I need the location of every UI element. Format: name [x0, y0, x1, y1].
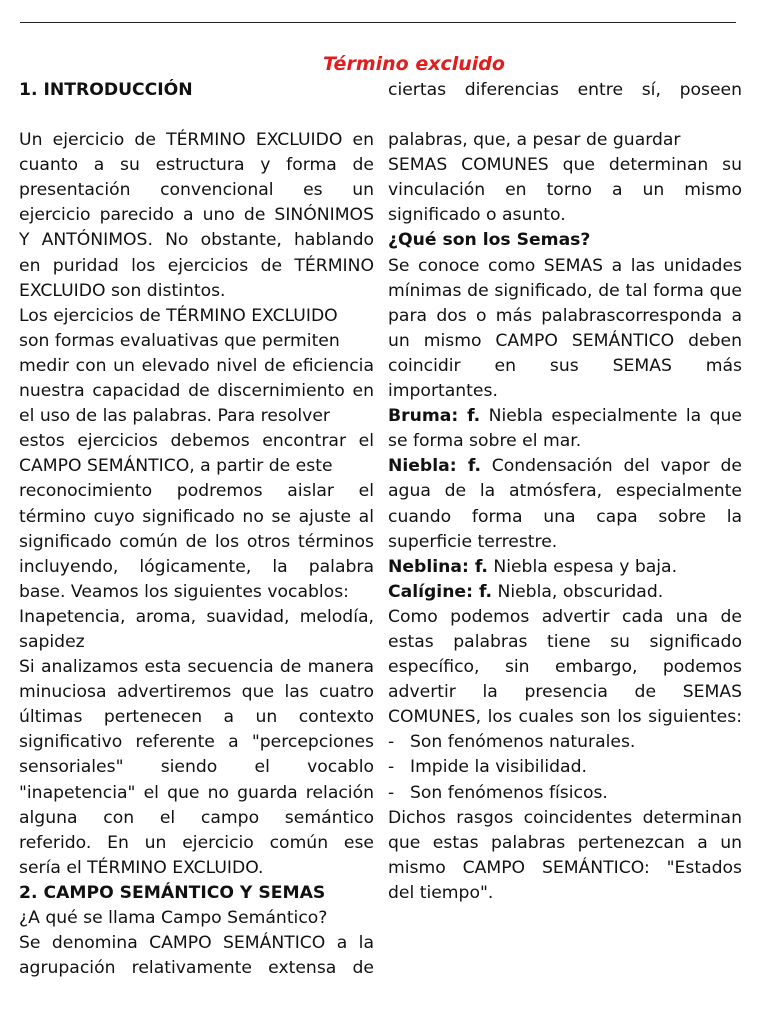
- term-label: Neblina: f.: [388, 556, 488, 577]
- text-line: COMUNES, los cuales son los siguientes:: [388, 707, 742, 728]
- text-line: Se denomina CAMPO SEMÁNTICO a la: [19, 933, 374, 954]
- text-line: Se conoce como SEMAS a las unidades: [388, 255, 742, 276]
- bullet-text: Impide la visibilidad.: [410, 757, 587, 778]
- text-line: significativo referente a "percepciones: [19, 732, 374, 753]
- text-line: vinculación en torno a un mismo: [388, 180, 742, 201]
- text-line: el uso de las palabras. Para resolver: [19, 406, 330, 427]
- text-line: específico, sin embargo, podemos: [388, 657, 742, 678]
- blank-line: [388, 103, 742, 128]
- text-line: son formas evaluativas que permiten: [19, 330, 340, 351]
- right-column: [388, 78, 742, 906]
- text-line: alguna con el campo semántico: [19, 807, 374, 828]
- bullet-item: [388, 755, 742, 780]
- definition-text: Niebla especialmente la que: [480, 406, 742, 427]
- definition-text: Niebla, obscuridad.: [492, 581, 664, 602]
- text-line: [388, 580, 742, 605]
- text-line: un mismo CAMPO SEMÁNTICO deben: [388, 330, 742, 351]
- text-line: sensoriales" siendo el vocablo: [19, 757, 374, 778]
- text-line: sapidez: [19, 631, 85, 652]
- text-line: CAMPO SEMÁNTICO, a partir de este: [19, 456, 333, 477]
- term-label: Niebla: f.: [388, 456, 481, 477]
- text-line: reconocimiento podremos aislar el: [19, 481, 374, 502]
- text-line: significado o asunto.: [388, 205, 566, 226]
- top-rule: [20, 22, 736, 23]
- text-line: [388, 454, 742, 479]
- text-line: cuando forma una capa sobre la: [388, 506, 742, 527]
- text-line: Los ejercicios de TÉRMINO EXCLUIDO: [19, 305, 338, 326]
- dash-bullet: -: [388, 757, 395, 778]
- text-line: significado común de los otros términos: [19, 531, 374, 552]
- text-line: presentación convencional es un: [19, 180, 374, 201]
- term-label: Calígine: f.: [388, 581, 493, 602]
- text-line: base. Veamos los siguientes vocablos:: [19, 581, 349, 602]
- text-line: EXCLUIDO son distintos.: [19, 280, 226, 301]
- text-line: superficie terrestre.: [388, 531, 558, 552]
- bullet-text: Son fenómenos naturales.: [410, 732, 636, 753]
- dash-bullet: -: [388, 782, 395, 803]
- blank-line: [19, 103, 374, 128]
- bullet-item: [388, 730, 742, 755]
- text-line: SEMAS COMUNES que determinan su: [388, 155, 742, 176]
- text-line: estos ejercicios debemos encontrar el: [19, 431, 374, 452]
- text-line: que estas palabras pertenezcan a un: [388, 832, 742, 853]
- text-line: coincidir en sus SEMAS más: [388, 355, 742, 376]
- text-line: término cuyo significado no se ajuste al: [19, 506, 374, 527]
- definition-text: Condensación del vapor de: [480, 456, 742, 477]
- text-line: ¿A qué se llama Campo Semántico?: [19, 908, 328, 928]
- text-line: agua de la atmósfera, especialmente: [388, 481, 742, 502]
- text-line: incluyendo, lógicamente, la palabra: [19, 556, 374, 577]
- text-line: "inapetencia" el que no guarda relación: [19, 782, 374, 803]
- left-column: [19, 78, 374, 981]
- text-line: mínimas de significado, de tal forma que: [388, 280, 742, 301]
- text-line: referido. En un ejercicio común ese: [19, 832, 374, 853]
- text-line: importantes.: [388, 381, 498, 402]
- text-line: Y ANTÓNIMOS. No obstante, hablando: [19, 230, 374, 251]
- section-heading: 2. CAMPO SEMÁNTICO Y SEMAS: [19, 882, 326, 903]
- bullet-item: [388, 781, 742, 806]
- text-line: estas palabras tiene su significado: [388, 631, 742, 652]
- text-line: Inapetencia, aroma, suavidad, melodía,: [19, 606, 374, 627]
- section-heading: ¿Qué son los Semas?: [388, 230, 591, 251]
- text-line: palabras, que, a pesar de guardar: [388, 130, 681, 151]
- text-line: advertir la presencia de SEMAS: [388, 682, 742, 703]
- text-line: sería el TÉRMINO EXCLUIDO.: [19, 857, 264, 878]
- text-line: del tiempo".: [388, 882, 494, 903]
- text-line: en puridad los ejercicios de TÉRMINO: [19, 255, 374, 276]
- dash-bullet: -: [388, 732, 395, 753]
- text-line: Si analizamos esta secuencia de manera: [19, 657, 374, 678]
- bullet-text: Son fenómenos físicos.: [410, 782, 608, 803]
- text-line: para dos o más palabrascorresponda a: [388, 305, 742, 326]
- term-label: Bruma: f.: [388, 406, 481, 427]
- text-line: agrupación relativamente extensa de: [19, 958, 374, 979]
- text-line: se forma sobre el mar.: [388, 431, 582, 452]
- page-title: Término excluido: [323, 53, 505, 75]
- text-line: ciertas diferencias entre sí, poseen: [388, 80, 742, 100]
- text-line: Un ejercicio de TÉRMINO EXCLUIDO en: [19, 130, 374, 151]
- definition-text: Niebla espesa y baja.: [487, 556, 678, 577]
- text-line: Como podemos advertir cada una de: [388, 606, 742, 627]
- text-line: [388, 404, 742, 429]
- text-line: nuestra capacidad de discernimiento en: [19, 381, 374, 402]
- section-heading: 1. INTRODUCCIÓN: [19, 80, 193, 100]
- text-line: últimas pertenecen a un contexto: [19, 707, 374, 728]
- text-line: Dichos rasgos coincidentes determinan: [388, 807, 742, 828]
- text-line: ejercicio parecido a uno de SINÓNIMOS: [19, 205, 374, 226]
- text-line: cuanto a su estructura y forma de: [19, 155, 374, 176]
- text-line: mismo CAMPO SEMÁNTICO: "Estados: [388, 857, 742, 878]
- text-line: [388, 555, 742, 580]
- text-line: medir con un elevado nivel de eficiencia: [19, 355, 374, 376]
- text-line: minuciosa advertiremos que las cuatro: [19, 682, 374, 703]
